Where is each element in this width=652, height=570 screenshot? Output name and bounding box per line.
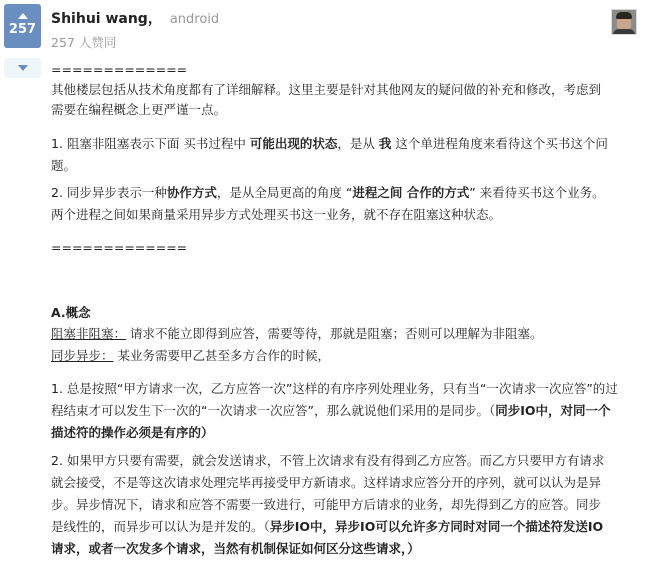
vote-widget xyxy=(4,4,41,78)
item-1-line-2-text: 程结束才可以发生下一次的“一次请求一次应答”，那么就说他们采用的是同步。（ xyxy=(51,403,496,418)
definition-2 xyxy=(51,345,633,367)
item-2-bold-1: 异步IO中，异步IO可以允许多方同时对同一个描述符发送IO xyxy=(269,519,604,534)
author-name[interactable]: Shihui wang xyxy=(51,11,148,27)
item-2-line-2: 就会接受，不是等这次请求处理完毕再接受甲方新请求。这样请求应答分开的序列，就可以认为是异 xyxy=(51,475,602,490)
definition-2-text: 某业务需要甲乙甚至多方合作的时候， xyxy=(113,348,330,363)
downvote-button[interactable] xyxy=(4,58,41,78)
triangle-down-icon xyxy=(18,65,28,71)
intro-line-1: 其他楼层包括从技术角度都有了详细解释。这里主要是针对其他网友的疑问做的补充和修改，考虑到 xyxy=(51,82,602,97)
divider-top: ============= xyxy=(51,62,188,77)
upvote-button[interactable] xyxy=(4,4,41,48)
intro-line-2: 需要在编程概念上更严谨一点。 xyxy=(51,102,227,117)
item-1-line-1: 1. 总是按照“甲方请求一次，乙方应答一次”这样的有序序列处理业务，只有当“一次请求一次应答”的过 xyxy=(51,381,618,396)
avatar-shirt xyxy=(613,29,635,35)
author-line xyxy=(51,10,219,29)
section-title: A.概念 xyxy=(51,305,91,320)
point-2-mid: ，是从全局更高的角度 “ xyxy=(216,185,353,200)
avatar-hair xyxy=(616,12,632,19)
item-1-bold-1: 同步IO中，对同一个 xyxy=(495,403,611,418)
item-2-line-4 xyxy=(51,516,633,538)
point-1-line-2: 题。 xyxy=(51,158,77,173)
item-2-bold-2: 请求，或者一次发多个请求，当然有机制保证如何区分这些请求，） xyxy=(51,541,420,556)
definition-1-text: 请求不能立即得到应答，需要等待，那就是阻塞；否则可以理解为非阻塞。 xyxy=(126,326,543,341)
point-2-prefix: 2. 同步异步表示一种 xyxy=(51,185,167,200)
author-separator: ， xyxy=(147,11,162,27)
item-1-bold-2: 描述符的操作必须是有序的） xyxy=(51,425,214,440)
vote-count: 257 xyxy=(8,22,37,37)
author-bio: android xyxy=(169,12,220,27)
point-2-line-1 xyxy=(51,182,633,204)
point-1-bold-2: 我 xyxy=(378,136,392,151)
point-2-line-2: 两个进程之间如果商量采用异步方式处理买书这一业务，就不存在阻塞这种状态。 xyxy=(51,207,502,222)
definition-1-term: 阻塞非阻塞： xyxy=(51,326,127,341)
point-2-bold-2: 进程之间 合作的方式 xyxy=(352,185,470,200)
point-1-line-1 xyxy=(51,133,633,155)
point-2-bold-1: 协作方式 xyxy=(166,185,217,200)
item-2-line-4-text: 是线性的，而异步可以认为是并发的。（ xyxy=(51,519,270,534)
item-2-line-1: 2. 如果甲方只要有需要，就会发送请求，不管上次请求有没有得到乙方应答。而乙方只要甲方有请求 xyxy=(51,453,605,468)
point-1-mid: ，是从 xyxy=(337,136,379,151)
point-2-suffix: ” 来看待买书这个业务。 xyxy=(469,185,605,200)
item-2-line-3: 步。异步情况下，请求和应答不需要一致进行，可能甲方后请求的业务，却先得到乙方的应答。同步 xyxy=(51,497,602,512)
likes-count[interactable]: 257 人赞同 xyxy=(51,35,117,50)
avatar[interactable] xyxy=(611,9,637,35)
triangle-up-icon xyxy=(18,13,28,19)
definition-1 xyxy=(51,323,633,345)
divider-bottom: ============= xyxy=(51,240,188,255)
definition-2-term: 同步异步： xyxy=(51,348,114,363)
point-1-bold-1: 可能出现的状态 xyxy=(249,136,338,151)
point-1-prefix: 1. 阻塞非阻塞表示下面 买书过程中 xyxy=(51,136,250,151)
item-1-line-2 xyxy=(51,400,633,422)
point-1-suffix: 这个单进程角度来看待这个买书这个问 xyxy=(391,136,608,151)
